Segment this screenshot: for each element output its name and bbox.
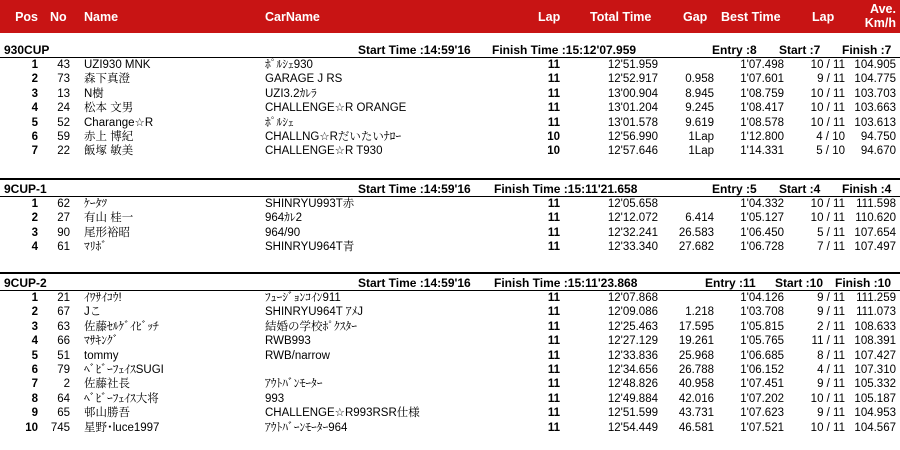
driver-name: ﾏｻｷﾝｸﾞ <box>84 335 119 348</box>
average-speed: 108.391 <box>854 335 896 348</box>
car-name: ｱｳﾄﾊﾞﾝﾓｰﾀｰ <box>265 378 323 391</box>
total-time: 12'51.959 <box>607 59 658 71</box>
average-speed: 103.613 <box>854 116 896 129</box>
laps: 11 <box>547 421 560 434</box>
class-title: 930CUP <box>4 43 50 57</box>
table-row <box>0 226 900 240</box>
start-time: Start Time :14:59'16 <box>358 276 471 290</box>
position: 1 <box>31 59 38 71</box>
average-speed: 108.633 <box>854 320 896 333</box>
car-number: 24 <box>57 102 70 115</box>
best-lap: 10 / 11 <box>810 102 845 115</box>
gap: 1Lap <box>688 145 714 158</box>
table-row <box>0 144 900 158</box>
driver-name: 有山 桂一 <box>84 212 134 225</box>
best-time: 1'08.417 <box>740 102 784 115</box>
driver-name: ｲﾜｻｲｺｳ! <box>84 292 122 304</box>
results-rows <box>0 58 900 159</box>
start-count: Start :10 <box>775 276 824 290</box>
laps: 11 <box>547 306 560 319</box>
driver-name: Charange☆R <box>84 116 154 129</box>
average-speed: 111.598 <box>856 198 896 210</box>
results-rows <box>0 197 900 255</box>
best-lap: 7 / 11 <box>817 241 845 254</box>
table-row <box>0 72 900 86</box>
col-best-lap: Lap <box>812 10 835 24</box>
driver-name: 佐藤社長 <box>84 378 130 391</box>
best-time: 1'14.331 <box>740 145 784 158</box>
best-lap: 9 / 11 <box>817 292 845 304</box>
driver-name: 飯塚 敏美 <box>84 145 134 158</box>
table-row <box>0 421 900 435</box>
driver-name: ﾏﾘﾎﾞ <box>84 241 107 254</box>
car-number: 62 <box>57 198 70 210</box>
finish-time: Finish Time :15:12'07.959 <box>492 43 637 57</box>
total-time: 12'49.884 <box>607 392 658 405</box>
laps: 11 <box>547 116 560 129</box>
class-header <box>0 180 900 197</box>
car-name: CHALLENGE☆R T930 <box>265 145 383 158</box>
car-name: ﾌｭｰｼﾞｮﾝｺｲﾝ911 <box>265 292 341 304</box>
col-carname: CarName <box>265 10 320 24</box>
average-speed: 111.073 <box>856 306 896 319</box>
class-header <box>0 41 900 58</box>
best-time: 1'05.815 <box>740 320 784 333</box>
best-time: 1'06.450 <box>740 226 784 239</box>
average-speed: 103.663 <box>854 102 896 115</box>
gap: 0.958 <box>685 73 714 86</box>
gap: 9.619 <box>685 116 714 129</box>
total-time: 12'51.599 <box>607 407 658 420</box>
laps: 11 <box>547 241 560 254</box>
total-time: 13'01.204 <box>607 102 658 115</box>
laps: 11 <box>547 320 560 333</box>
position: 6 <box>31 130 38 143</box>
best-lap: 10 / 11 <box>810 421 845 434</box>
car-name: 993 <box>265 392 285 405</box>
best-time: 1'07.623 <box>740 407 784 420</box>
position: 2 <box>31 212 38 225</box>
gap: 26.788 <box>678 363 714 376</box>
car-name: SHINRYU993T赤 <box>265 198 355 210</box>
car-name: UZI3.2ｶﾚﾗ <box>265 87 317 100</box>
best-lap: 9 / 11 <box>817 306 845 319</box>
class-section-9cup-1 <box>0 178 900 255</box>
position: 8 <box>31 392 38 405</box>
average-speed: 94.750 <box>860 130 896 143</box>
best-time: 1'06.152 <box>740 363 784 376</box>
car-number: 13 <box>57 87 70 100</box>
table-row <box>0 363 900 377</box>
col-name: Name <box>84 10 119 24</box>
position: 3 <box>31 87 38 100</box>
car-number: 51 <box>57 349 70 362</box>
table-row <box>0 211 900 225</box>
table-row <box>0 116 900 130</box>
laps: 10 <box>547 130 560 143</box>
laps: 11 <box>547 292 560 304</box>
col-average-line2: Km/h <box>864 16 896 30</box>
best-lap: 4 / 10 <box>816 130 845 143</box>
driver-name: ﾍﾞﾋﾞｰﾌｪｲｽ大将 <box>84 392 159 405</box>
total-time: 12'34.656 <box>607 363 658 376</box>
results-rows <box>0 291 900 435</box>
start-time: Start Time :14:59'16 <box>358 43 471 57</box>
best-lap: 9 / 11 <box>817 73 845 86</box>
gap: 17.595 <box>678 320 714 333</box>
position: 3 <box>31 226 38 239</box>
laps: 11 <box>547 212 560 225</box>
car-number: 67 <box>57 306 70 319</box>
position: 2 <box>31 73 38 86</box>
best-time: 1'07.498 <box>740 59 784 71</box>
car-number: 65 <box>57 407 70 420</box>
table-row <box>0 291 900 305</box>
average-speed: 104.567 <box>854 421 896 434</box>
average-speed: 104.953 <box>854 407 896 420</box>
table-row <box>0 101 900 115</box>
driver-name: 星野･luce1997 <box>84 421 160 434</box>
car-number: 27 <box>57 212 70 225</box>
car-number: 52 <box>57 116 70 129</box>
col-pos: Pos <box>15 10 38 24</box>
table-row <box>0 320 900 334</box>
driver-name: UZI930 MNK <box>84 59 151 71</box>
driver-name: 佐藤ｾﾙｹﾞｲﾋﾞｯﾁ <box>84 320 159 333</box>
laps: 11 <box>547 73 560 86</box>
car-number: 79 <box>57 363 70 376</box>
gap: 46.581 <box>678 421 714 434</box>
table-row <box>0 197 900 211</box>
best-time: 1'12.800 <box>740 130 784 143</box>
driver-name: Jこ <box>84 306 102 319</box>
gap: 27.682 <box>678 241 714 254</box>
best-time: 1'07.451 <box>740 378 784 391</box>
car-number: 43 <box>57 59 70 71</box>
best-lap: 2 / 11 <box>817 320 845 333</box>
car-name: CHALLENGE☆R993RSR仕様 <box>265 407 420 420</box>
gap: 19.261 <box>678 335 714 348</box>
car-number: 59 <box>57 130 70 143</box>
best-lap: 10 / 11 <box>810 87 845 100</box>
position: 2 <box>31 306 38 319</box>
best-lap: 10 / 11 <box>810 116 845 129</box>
class-section-930cup <box>0 41 900 159</box>
laps: 11 <box>547 226 560 239</box>
average-speed: 103.703 <box>854 87 896 100</box>
entry-count: Entry :8 <box>712 43 757 57</box>
table-row <box>0 377 900 391</box>
total-time: 13'01.578 <box>607 116 658 129</box>
car-name: SHINRYU964T青 <box>265 241 355 254</box>
gap: 43.731 <box>678 407 714 420</box>
position: 10 <box>25 421 38 434</box>
car-number: 66 <box>57 335 70 348</box>
laps: 11 <box>547 407 560 420</box>
finish-count: Finish :7 <box>842 43 892 57</box>
laps: 11 <box>547 198 560 210</box>
car-number: 2 <box>63 378 70 391</box>
driver-name: ﾍﾞﾋﾞｰﾌｪｲｽSUGI <box>84 363 164 376</box>
car-number: 21 <box>57 292 70 304</box>
total-time: 12'12.072 <box>607 212 658 225</box>
total-time: 12'27.129 <box>607 335 658 348</box>
finish-count: Finish :4 <box>842 182 892 196</box>
total-time: 12'25.463 <box>607 320 658 333</box>
table-row <box>0 240 900 254</box>
best-lap: 10 / 11 <box>810 392 845 405</box>
position: 4 <box>31 335 38 348</box>
car-name: CHALLENGE☆R ORANGE <box>265 102 407 115</box>
position: 9 <box>31 407 38 420</box>
best-time: 1'07.202 <box>740 392 784 405</box>
position: 1 <box>31 292 38 304</box>
class-section-9cup-2 <box>0 272 900 435</box>
position: 7 <box>31 145 38 158</box>
car-name: 964ｶﾚ2 <box>265 212 303 225</box>
total-time: 12'33.836 <box>607 349 658 362</box>
gap: 8.945 <box>685 87 714 100</box>
best-lap: 10 / 11 <box>810 212 845 225</box>
gap: 42.016 <box>678 392 714 405</box>
total-time: 12'56.990 <box>607 130 658 143</box>
laps: 11 <box>547 349 560 362</box>
car-name: ｱｳﾄﾊﾞｰﾝﾓｰﾀｰ964 <box>265 421 348 434</box>
car-name: 964/90 <box>265 226 301 239</box>
laps: 11 <box>547 378 560 391</box>
best-time: 1'07.521 <box>740 421 784 434</box>
table-row <box>0 334 900 348</box>
total-time: 12'48.826 <box>607 378 658 391</box>
col-average-line1: Ave. <box>870 2 896 16</box>
car-name: ﾎﾟﾙｼｪ <box>265 116 294 129</box>
best-time: 1'05.127 <box>740 212 784 225</box>
class-header <box>0 274 900 291</box>
car-number: 745 <box>50 421 70 434</box>
table-row <box>0 349 900 363</box>
best-time: 1'08.578 <box>740 116 784 129</box>
car-number: 61 <box>57 241 70 254</box>
driver-name: 尾形裕昭 <box>84 226 130 239</box>
col-lap: Lap <box>538 10 561 24</box>
best-time: 1'04.126 <box>740 292 784 304</box>
average-speed: 107.654 <box>854 226 896 239</box>
average-speed: 94.670 <box>860 145 896 158</box>
total-time: 12'32.241 <box>607 226 658 239</box>
position: 5 <box>31 349 38 362</box>
car-number: 22 <box>57 145 70 158</box>
col-no: No <box>50 10 67 24</box>
best-time: 1'06.728 <box>740 241 784 254</box>
start-count: Start :7 <box>779 43 821 57</box>
position: 6 <box>31 363 38 376</box>
laps: 11 <box>547 102 560 115</box>
car-number: 90 <box>57 226 70 239</box>
driver-name: ｹｰﾀﾂ <box>84 198 107 210</box>
best-lap: 11 / 11 <box>811 335 845 348</box>
average-speed: 107.310 <box>854 363 896 376</box>
driver-name: 松本 文男 <box>84 102 134 115</box>
best-time: 1'06.685 <box>740 349 784 362</box>
position: 5 <box>31 116 38 129</box>
total-time: 12'05.658 <box>607 198 658 210</box>
class-title: 9CUP-1 <box>4 182 47 196</box>
total-time: 12'07.868 <box>607 292 658 304</box>
best-lap: 10 / 11 <box>810 198 845 210</box>
gap: 9.245 <box>685 102 714 115</box>
table-row <box>0 58 900 72</box>
best-lap: 5 / 10 <box>816 145 845 158</box>
average-speed: 104.775 <box>854 73 896 86</box>
table-row <box>0 87 900 101</box>
gap: 6.414 <box>685 212 714 225</box>
car-name: RWB/narrow <box>265 349 330 362</box>
total-time: 12'54.449 <box>607 421 658 434</box>
average-speed: 105.187 <box>854 392 896 405</box>
table-row <box>0 406 900 420</box>
total-time: 13'00.904 <box>607 87 658 100</box>
gap: 40.958 <box>678 378 714 391</box>
total-time: 12'09.086 <box>607 306 658 319</box>
finish-time: Finish Time :15:11'23.868 <box>494 276 638 290</box>
best-time: 1'07.601 <box>740 73 784 86</box>
class-title: 9CUP-2 <box>4 276 47 290</box>
laps: 11 <box>547 392 560 405</box>
driver-name: 赤上 博紀 <box>84 130 134 143</box>
car-name: GARAGE J RS <box>265 73 343 86</box>
total-time: 12'52.917 <box>607 73 658 86</box>
best-time: 1'03.708 <box>740 306 784 319</box>
entry-count: Entry :11 <box>705 276 756 290</box>
finish-time: Finish Time :15:11'21.658 <box>494 182 638 196</box>
driver-name: 邨山勝吾 <box>84 407 130 420</box>
gap: 1Lap <box>688 130 714 143</box>
position: 1 <box>31 198 38 210</box>
best-time: 1'08.759 <box>740 87 784 100</box>
driver-name: N樹 <box>84 87 104 100</box>
best-lap: 9 / 11 <box>817 407 845 420</box>
car-number: 73 <box>57 73 70 86</box>
car-name: SHINRYU964T ｱﾒJ <box>265 306 363 319</box>
car-name: 結婚の学校ﾎﾟｸｽﾀｰ <box>265 320 357 333</box>
best-lap: 10 / 11 <box>810 59 845 71</box>
driver-name: tommy <box>84 349 119 362</box>
entry-count: Entry :5 <box>712 182 757 196</box>
position: 3 <box>31 320 38 333</box>
total-time: 12'57.646 <box>607 145 658 158</box>
best-lap: 5 / 11 <box>817 226 845 239</box>
laps: 11 <box>547 87 560 100</box>
laps: 11 <box>547 363 560 376</box>
table-row <box>0 392 900 406</box>
position: 4 <box>31 102 38 115</box>
car-name: CHALLNG☆Rだいたいﾅﾛｰ <box>265 130 402 143</box>
car-name: RWB993 <box>265 335 311 348</box>
gap: 25.968 <box>678 349 714 362</box>
start-count: Start :4 <box>779 182 821 196</box>
best-time: 1'04.332 <box>740 198 784 210</box>
average-speed: 107.497 <box>854 241 896 254</box>
gap: 1.218 <box>685 306 714 319</box>
table-row <box>0 130 900 144</box>
col-average <box>846 2 896 30</box>
laps: 11 <box>547 335 560 348</box>
average-speed: 104.905 <box>854 59 896 71</box>
position: 4 <box>31 241 38 254</box>
laps: 11 <box>547 59 560 71</box>
col-gap: Gap <box>683 10 708 24</box>
average-speed: 105.332 <box>854 378 896 391</box>
col-best-time: Best Time <box>721 10 781 24</box>
total-time: 12'33.340 <box>607 241 658 254</box>
average-speed: 110.620 <box>855 212 896 225</box>
finish-count: Finish :10 <box>835 276 892 290</box>
best-lap: 4 / 11 <box>817 363 845 376</box>
gap: 26.583 <box>678 226 714 239</box>
position: 7 <box>31 378 38 391</box>
car-number: 64 <box>57 392 70 405</box>
best-lap: 9 / 11 <box>817 378 845 391</box>
car-number: 63 <box>57 320 70 333</box>
table-row <box>0 305 900 319</box>
col-total-time: Total Time <box>590 10 652 24</box>
start-time: Start Time :14:59'16 <box>358 182 471 196</box>
laps: 10 <box>547 145 560 158</box>
best-lap: 8 / 11 <box>817 349 845 362</box>
average-speed: 111.259 <box>856 292 896 304</box>
best-time: 1'05.765 <box>740 335 784 348</box>
driver-name: 森下真澄 <box>84 73 130 86</box>
results-header <box>0 0 900 33</box>
car-name: ﾎﾟﾙｼｪ930 <box>265 59 313 71</box>
average-speed: 107.427 <box>854 349 896 362</box>
